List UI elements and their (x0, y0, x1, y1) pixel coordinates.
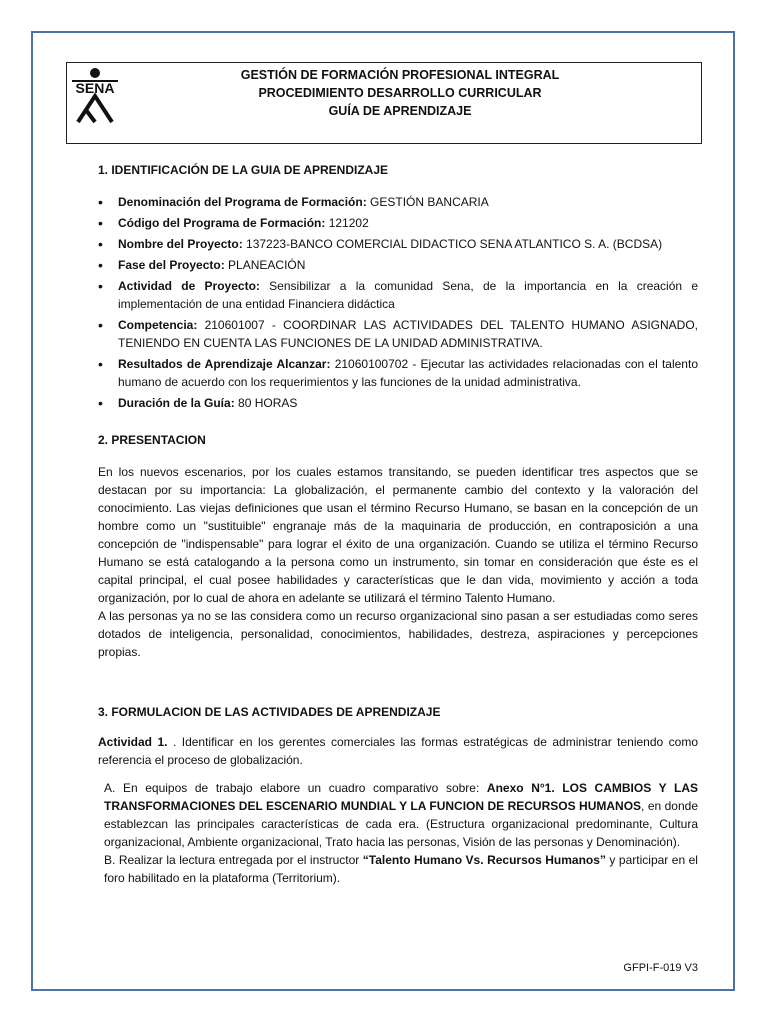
document-code: GFPI-F-019 V3 (623, 962, 698, 974)
list-item: • Competencia: 210601007 - COORDINAR LAS ACTIVIDADES DEL TALENTO HUMANO ASIGNADO, TENIENDO EN CUENTA LAS FUNCIONES DE LA UNIDAD ADMINISTRATIVA. (98, 317, 698, 350)
bullet-icon: • (98, 236, 103, 252)
bullet-icon: • (98, 194, 103, 210)
list-item: • Nombre del Proyecto: 137223-BANCO COMERCIAL DIDACTICO SENA ATLANTICO S. A. (BCDSA) (98, 236, 663, 252)
header-titles (180, 66, 620, 120)
activity-1-label: Actividad 1. (98, 735, 168, 749)
bullet-icon: • (98, 356, 103, 372)
section-presentacion (98, 431, 698, 661)
activity-item-b: B. Realizar la lectura entregada por el instructor “Talento Humano Vs. Recursos Humanos” y participar en el foro habilitado en la plataforma (Territorium). (104, 853, 698, 885)
list-item: • Duración de la Guía: 80 HORAS (98, 395, 298, 411)
header-line-3: GUÍA DE APRENDIZAJE (328, 104, 472, 118)
activity-item-a: A. En equipos de trabajo elabore un cuadro comparativo sobre: Anexo N°1. LOS CAMBIOS Y LAS TRANSFORMACIONES DEL ESCENARIO MUNDIAL Y LA FUNCION DE RECURSOS HUMANOS, en donde establezcan las principales características de cada era. (Estructura organizacional predominante, Cultura organizacional, Ambiente organizacional, Trato hacia las personas, Visión de las personas y Denominación). (104, 781, 698, 849)
list-item: • Actividad de Proyecto: Sensibilizar a la comunidad Sena, de la importancia en la creación e implementación de una entidad Financiera didáctica (98, 278, 698, 311)
section-3-heading: 3. FORMULACION DE LAS ACTIVIDADES DE APRENDIZAJE (98, 705, 441, 719)
list-item: • Denominación del Programa de Formación: GESTIÓN BANCARIA (98, 194, 489, 210)
header-line-1: GESTIÓN DE FORMACIÓN PROFESIONAL INTEGRAL (240, 68, 560, 82)
section-2-heading: 2. PRESENTACION (98, 433, 206, 447)
logo-text: SENA (75, 80, 115, 96)
section-1-heading: 1. IDENTIFICACIÓN DE LA GUIA DE APRENDIZAJE (98, 163, 389, 177)
list-item: • Código del Programa de Formación: 121202 (98, 215, 369, 231)
list-item: • Resultados de Aprendizaje Alcanzar: 21060100702 - Ejecutar las actividades relacionadas con el talento humano de acuerdo con los requerimientos y las funciones de la unidad administrativa. (98, 356, 698, 389)
sena-logo (68, 66, 126, 126)
bullet-icon: • (98, 278, 103, 294)
bullet-icon: • (98, 395, 103, 411)
bullet-icon: • (98, 215, 103, 231)
identification-list (98, 193, 698, 412)
section-identificacion (98, 161, 698, 415)
activity-1-paragraph: Actividad 1. . Identificar en los gerentes comerciales las formas estratégicas de administrar teniendo como referencia el proceso de globalización. (98, 735, 698, 767)
bullet-icon: • (98, 317, 103, 333)
list-item: • Fase del Proyecto: PLANEACIÓN (98, 257, 306, 273)
header-line-2: PROCEDIMIENTO DESARROLLO CURRICULAR (258, 86, 542, 100)
presentation-paragraph-2: A las personas ya no se las considera como un recurso organizacional sino pasan a ser estudiadas como seres dotados de inteligencia, personalidad, conocimientos, habilidades, destreza, aspiraciones y percepciones propias. (98, 609, 698, 659)
presentation-paragraph-1: En los nuevos escenarios, por los cuales estamos transitando, se pueden identificar tres aspectos que se destacan por su importancia: La globalización, el permanente cambio del contexto y la valoración del conocimiento. Las viejas definiciones que usan el término Recurso Humano, se basan en la concepción de un hombre como un "sustituible" engranaje más de la maquinaria de producción, en contraposición a una concepción de "indispensable" para lograr el éxito de una organización. Cuando se utiliza el término Recurso Humano se está catalogando a la persona como un instrumento, sin tomar en consideración que éste es el capital principal, el cual posee habilidades y características que le dan vida, movimiento y acción a toda organización, por lo cual de ahora en adelante se utilizará el término Talento Humano. (98, 465, 698, 605)
bullet-icon: • (98, 257, 103, 273)
section-formulacion (98, 703, 698, 887)
